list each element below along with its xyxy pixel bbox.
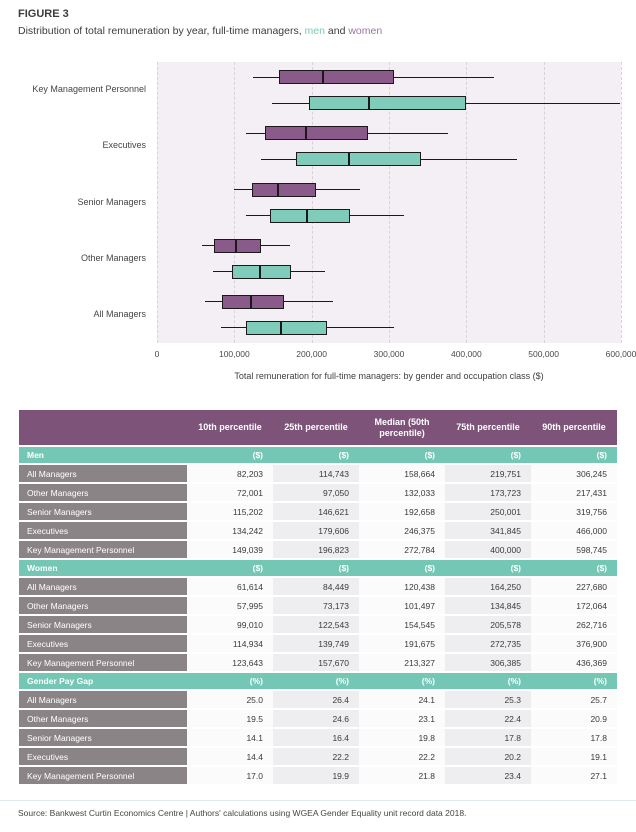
table-cell: 192,658 xyxy=(359,503,445,520)
table-cell: 250,001 xyxy=(445,503,531,520)
table-cell: 272,784 xyxy=(359,541,445,558)
section-row xyxy=(19,447,617,463)
table-cell: 24.6 xyxy=(273,710,359,727)
table-cell: 99,010 xyxy=(187,616,273,633)
table-row xyxy=(19,484,617,501)
boxplot-median-men xyxy=(368,96,370,110)
section-unit: ($) xyxy=(338,563,349,573)
category-label: Other Managers xyxy=(80,252,146,263)
category-label: All Managers xyxy=(93,308,146,319)
row-label: Key Management Personnel xyxy=(19,654,187,671)
table-cell: 17.0 xyxy=(187,767,273,784)
row-label: Executives xyxy=(19,635,187,652)
x-axis-title: Total remuneration for full-time managers: by gender and occupation class ($) xyxy=(234,371,544,381)
section-unit: (%) xyxy=(507,676,521,686)
table-header-cell: 75th percentile xyxy=(456,422,520,433)
table-cell: 598,745 xyxy=(531,541,617,558)
table-cell: 134,845 xyxy=(445,597,531,614)
table-cell: 57,995 xyxy=(187,597,273,614)
table-row xyxy=(19,465,617,482)
plot-area xyxy=(157,62,621,343)
table-cell: 146,621 xyxy=(273,503,359,520)
table-cell: 172,064 xyxy=(531,597,617,614)
table-cell: 72,001 xyxy=(187,484,273,501)
table-cell: 97,050 xyxy=(273,484,359,501)
table-cell: 25.0 xyxy=(187,691,273,708)
boxplot-median-men xyxy=(348,152,350,166)
section-unit: ($) xyxy=(596,563,607,573)
section-unit: ($) xyxy=(596,450,607,460)
source-note: Source: Bankwest Curtin Economics Centre | Authors' calculations using WGEA Gender Equality unit record data 2018. xyxy=(18,808,467,818)
table-cell: 272,735 xyxy=(445,635,531,652)
table-cell: 173,723 xyxy=(445,484,531,501)
section-title: Men xyxy=(27,450,44,460)
table-cell: 21.8 xyxy=(359,767,445,784)
category-label: Senior Managers xyxy=(77,196,146,207)
remuneration-table xyxy=(19,410,617,786)
table-row xyxy=(19,748,617,765)
table-cell: 139,749 xyxy=(273,635,359,652)
table-cell: 466,000 xyxy=(531,522,617,539)
table-row xyxy=(19,541,617,558)
subtitle-men-highlight: men xyxy=(304,25,325,37)
table-cell: 319,756 xyxy=(531,503,617,520)
boxplot-chart xyxy=(0,0,636,400)
row-label: All Managers xyxy=(19,465,187,482)
table-cell: 61,614 xyxy=(187,578,273,595)
section-unit: (%) xyxy=(421,676,435,686)
section-unit: (%) xyxy=(335,676,349,686)
table-cell: 17.8 xyxy=(531,729,617,746)
table-cell: 101,497 xyxy=(359,597,445,614)
boxplot-median-men xyxy=(280,321,282,335)
boxplot-box-men xyxy=(232,265,291,279)
table-row xyxy=(19,597,617,614)
row-label: Executives xyxy=(19,522,187,539)
table-cell: 16.4 xyxy=(273,729,359,746)
boxplot-median-men xyxy=(259,265,261,279)
row-label: Senior Managers xyxy=(19,729,187,746)
table-cell: 376,900 xyxy=(531,635,617,652)
boxplot-box-men xyxy=(296,152,421,166)
table-cell: 27.1 xyxy=(531,767,617,784)
boxplot-median-women xyxy=(322,70,324,84)
table-cell: 400,000 xyxy=(445,541,531,558)
section-row xyxy=(19,560,617,576)
table-row xyxy=(19,691,617,708)
table-cell: 114,743 xyxy=(273,465,359,482)
boxplot-median-women xyxy=(235,239,237,253)
boxplot-box-women xyxy=(265,126,368,140)
row-label: Senior Managers xyxy=(19,616,187,633)
table-cell: 25.3 xyxy=(445,691,531,708)
table-row xyxy=(19,578,617,595)
table-cell: 196,823 xyxy=(273,541,359,558)
boxplot-box-women xyxy=(279,70,394,84)
table-cell: 262,716 xyxy=(531,616,617,633)
table-cell: 436,369 xyxy=(531,654,617,671)
table-cell: 22.2 xyxy=(273,748,359,765)
table-cell: 20.9 xyxy=(531,710,617,727)
footer-divider xyxy=(0,800,636,801)
table-cell: 217,431 xyxy=(531,484,617,501)
section-unit: ($) xyxy=(424,450,435,460)
table-row xyxy=(19,767,617,784)
row-label: Key Management Personnel xyxy=(19,541,187,558)
table-cell: 82,203 xyxy=(187,465,273,482)
table-cell: 115,202 xyxy=(187,503,273,520)
table-header-cell: 10th percentile xyxy=(198,422,262,433)
table-cell: 19.8 xyxy=(359,729,445,746)
table-cell: 17.8 xyxy=(445,729,531,746)
table-cell: 154,545 xyxy=(359,616,445,633)
x-tick-label: 0 xyxy=(154,349,160,359)
section-title: Women xyxy=(27,563,58,573)
x-tick-label: 100,000 xyxy=(218,349,250,359)
table-cell: 120,438 xyxy=(359,578,445,595)
boxplot-median-women xyxy=(277,183,279,197)
boxplot-box-women xyxy=(252,183,316,197)
table-cell: 114,934 xyxy=(187,635,273,652)
table-cell: 227,680 xyxy=(531,578,617,595)
category-label: Executives xyxy=(102,140,146,151)
table-cell: 23.4 xyxy=(445,767,531,784)
table-cell: 134,242 xyxy=(187,522,273,539)
table-cell: 191,675 xyxy=(359,635,445,652)
table-row xyxy=(19,616,617,633)
table-row xyxy=(19,522,617,539)
category-label: Key Management Personnel xyxy=(32,84,146,95)
table-header-cell: 90th percentile xyxy=(542,422,606,433)
x-tick-label: 600,000 xyxy=(605,349,636,359)
section-unit: ($) xyxy=(510,563,521,573)
table-cell: 306,385 xyxy=(445,654,531,671)
table-cell: 19.5 xyxy=(187,710,273,727)
section-unit: (%) xyxy=(593,676,607,686)
table-cell: 123,643 xyxy=(187,654,273,671)
boxplot-box-men xyxy=(246,321,327,335)
table-cell: 19.9 xyxy=(273,767,359,784)
table-cell: 122,543 xyxy=(273,616,359,633)
table-cell: 25.7 xyxy=(531,691,617,708)
section-unit: ($) xyxy=(338,450,349,460)
table-header-cell: Median (50th percentile) xyxy=(374,417,430,438)
table-cell: 219,751 xyxy=(445,465,531,482)
section-unit: ($) xyxy=(252,563,263,573)
row-label: Senior Managers xyxy=(19,503,187,520)
row-label: Key Management Personnel xyxy=(19,767,187,784)
x-tick-label: 300,000 xyxy=(373,349,405,359)
x-tick-label: 200,000 xyxy=(296,349,328,359)
section-unit: (%) xyxy=(249,676,263,686)
row-label: All Managers xyxy=(19,691,187,708)
table-row xyxy=(19,503,617,520)
table-cell: 73,173 xyxy=(273,597,359,614)
section-unit: ($) xyxy=(510,450,521,460)
boxplot-box-women xyxy=(222,295,284,309)
table-row xyxy=(19,729,617,746)
section-row xyxy=(19,673,617,689)
table-cell: 20.2 xyxy=(445,748,531,765)
table-cell: 164,250 xyxy=(445,578,531,595)
boxplot-median-women xyxy=(305,126,307,140)
boxplot-box-men xyxy=(270,209,350,223)
section-unit: ($) xyxy=(252,450,263,460)
table-cell: 84,449 xyxy=(273,578,359,595)
table-cell: 341,845 xyxy=(445,522,531,539)
table-row xyxy=(19,635,617,652)
x-tick-label: 500,000 xyxy=(528,349,560,359)
table-cell: 213,327 xyxy=(359,654,445,671)
row-label: Other Managers xyxy=(19,710,187,727)
row-label: Other Managers xyxy=(19,597,187,614)
boxplot-box-men xyxy=(309,96,466,110)
table-cell: 26.4 xyxy=(273,691,359,708)
table-cell: 157,670 xyxy=(273,654,359,671)
subtitle-text: and xyxy=(324,25,349,37)
table-cell: 205,578 xyxy=(445,616,531,633)
table-cell: 179,606 xyxy=(273,522,359,539)
table-cell: 22.4 xyxy=(445,710,531,727)
table-cell: 149,039 xyxy=(187,541,273,558)
gridline xyxy=(621,62,622,343)
row-label: Executives xyxy=(19,748,187,765)
boxplot-median-women xyxy=(250,295,252,309)
table-row xyxy=(19,710,617,727)
table-cell: 246,375 xyxy=(359,522,445,539)
row-label: All Managers xyxy=(19,578,187,595)
table-cell: 158,664 xyxy=(359,465,445,482)
table-cell: 14.4 xyxy=(187,748,273,765)
x-tick-label: 400,000 xyxy=(450,349,482,359)
gridline xyxy=(466,62,467,343)
table-cell: 14.1 xyxy=(187,729,273,746)
table-cell: 132,033 xyxy=(359,484,445,501)
table-cell: 19.1 xyxy=(531,748,617,765)
table-cell: 23.1 xyxy=(359,710,445,727)
subtitle-women-highlight: women xyxy=(348,25,383,37)
table-header-cell: 25th percentile xyxy=(284,422,348,433)
figure-label: FIGURE 3 xyxy=(18,8,69,20)
table-cell: 22.2 xyxy=(359,748,445,765)
table-body xyxy=(19,447,617,784)
boxplot-median-men xyxy=(306,209,308,223)
table-row xyxy=(19,654,617,671)
gridline xyxy=(157,62,158,343)
gridline xyxy=(544,62,545,343)
subtitle-text: Distribution of total remuneration by year, full-time managers, xyxy=(18,25,305,37)
row-label: Other Managers xyxy=(19,484,187,501)
section-title: Gender Pay Gap xyxy=(27,676,94,686)
table-cell: 24.1 xyxy=(359,691,445,708)
section-unit: ($) xyxy=(424,563,435,573)
table-cell: 306,245 xyxy=(531,465,617,482)
table-header-row xyxy=(19,410,617,445)
table-header-corner xyxy=(19,410,187,445)
